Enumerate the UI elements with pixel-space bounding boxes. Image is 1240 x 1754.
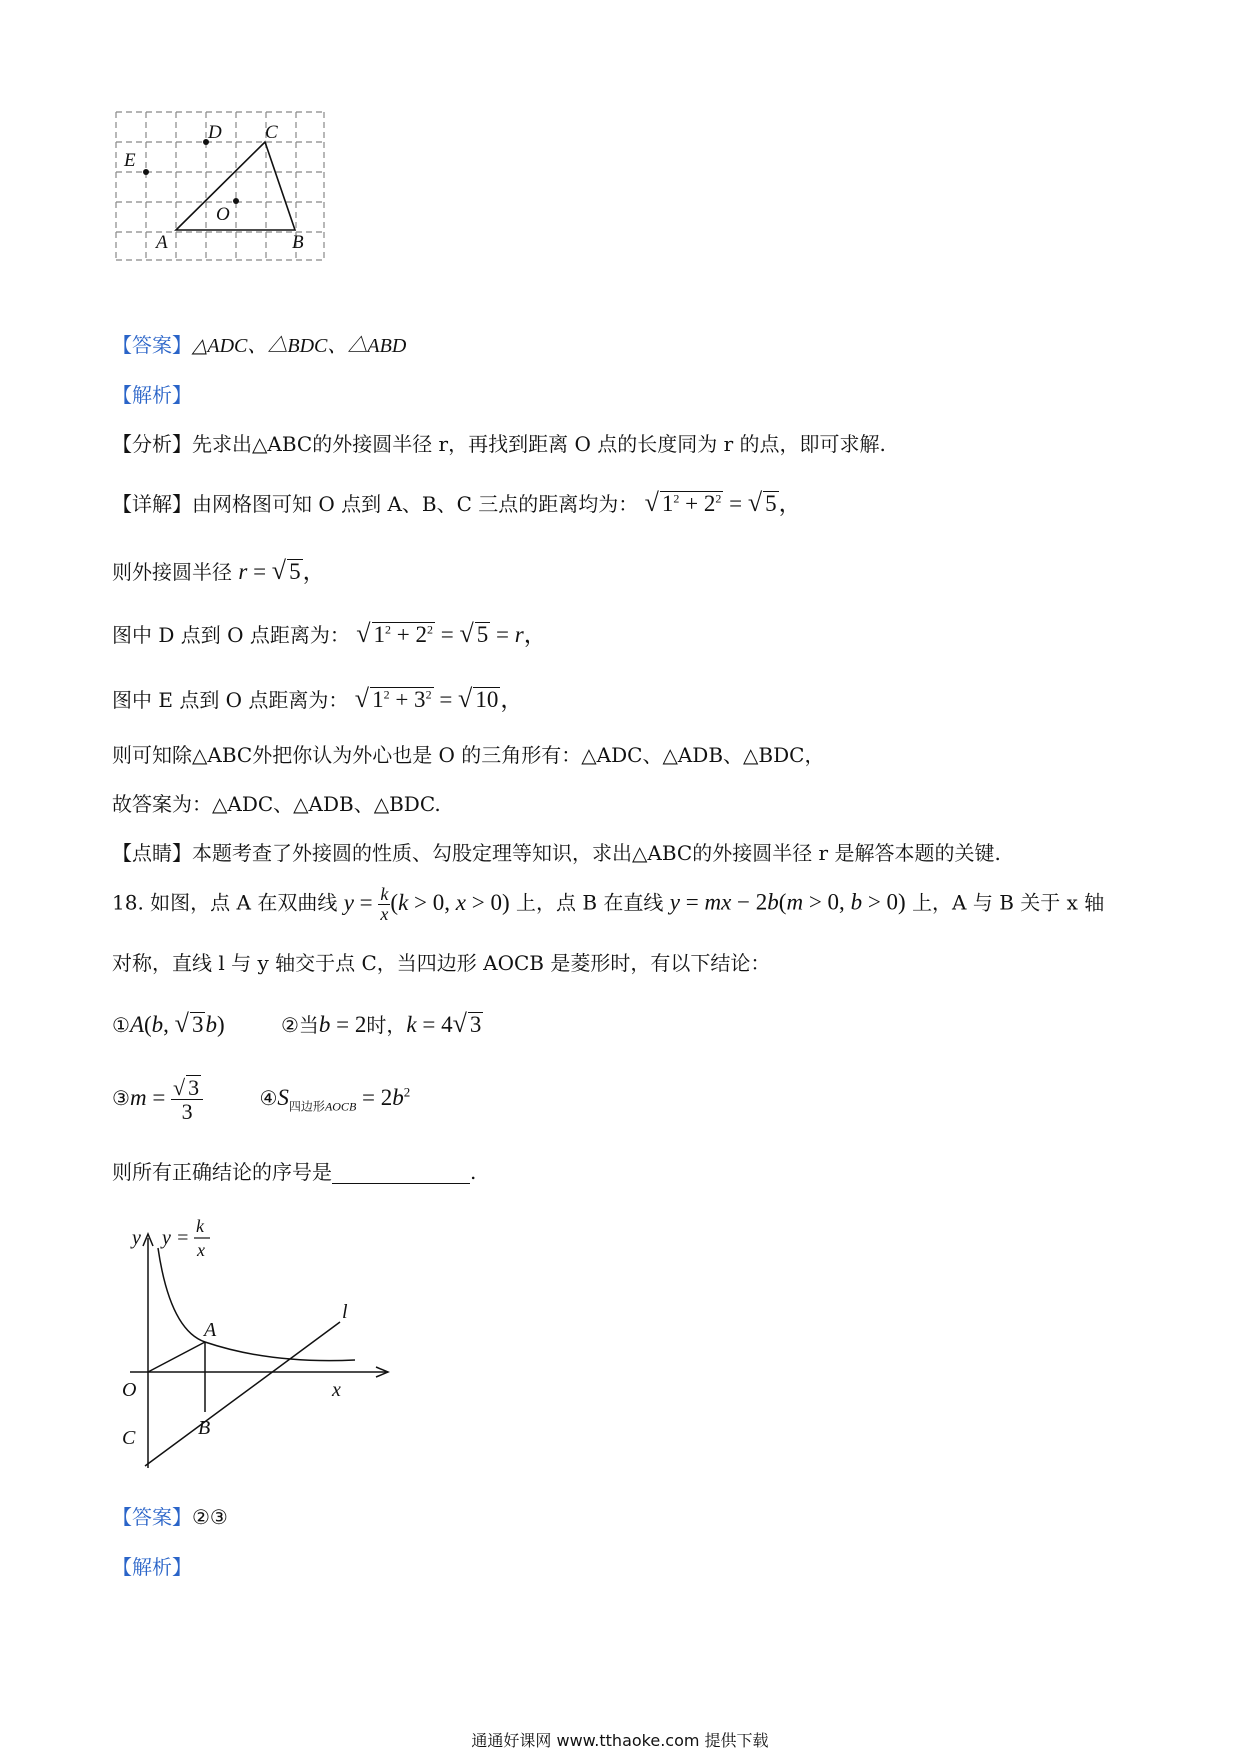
q17-detail-line	[112, 487, 802, 518]
d-distance-formula: √ $1^2 + 2^2$ = √ 5 = r，	[356, 619, 547, 648]
q17-fenxi-line	[112, 432, 886, 456]
q17-answer-text: △ADC、△BDC、△ABD	[192, 335, 407, 357]
dianjing-text: 本题考查了外接圆的性质、勾股定理等知识，求出△ABC的外接圆半径 r 是解答本题的关键.	[192, 841, 1001, 865]
option-3: ③m = $\frac{√ 3}{3}$	[112, 1086, 203, 1110]
grid-triangle-figure	[110, 100, 350, 280]
label-d: D	[208, 122, 222, 143]
hyperbola-figure	[120, 1218, 420, 1478]
q18-question-text: 则所有正确结论的序号是	[112, 1160, 332, 1184]
q18-stem-line2	[112, 951, 770, 975]
q18-options-line2	[112, 1075, 410, 1123]
radius-formula: r = √ 5，	[238, 556, 326, 585]
fenxi-text: 先求出△ABC的外接圆半径 r，再找到距离 O 点的长度同为 r 的点，即可求解.	[192, 432, 886, 456]
line-l	[145, 1322, 340, 1466]
q18-question-line: 则所有正确结论的序号是 .	[112, 1160, 477, 1184]
q18-stem-b: 上，点 B 在直线	[515, 890, 664, 915]
label-a: A	[156, 232, 168, 253]
hyperbola-formula: y = $\frac{k}{x}$ (k > 0, x > 0)	[343, 884, 510, 924]
detail-intro: 由网格图可知 O 点到 A、B、C 三点的距离均为：	[192, 492, 639, 516]
option-1: ①A(b, √ 3b)	[112, 1009, 225, 1038]
q18-analysis-line	[112, 1555, 192, 1579]
hyperbola-curve	[158, 1248, 355, 1361]
label-e: E	[124, 150, 136, 171]
q17-answer-line	[112, 333, 406, 358]
label-x-axis: x	[332, 1379, 341, 1401]
q18-stem-line2-text: 对称，直线 l 与 y 轴交于点 C，当四边形 AOCB 是菱形时，有以下结论：	[112, 951, 771, 975]
q18-stem-c: 上，A 与 B 关于 x 轴	[912, 890, 1105, 915]
q17-analysis-line	[112, 383, 192, 407]
label-o: O	[216, 204, 230, 225]
analysis-tag: 【解析】	[112, 383, 192, 407]
segment-oa	[148, 1342, 205, 1372]
e-distance-formula: √ $1^2 + 3^2$ = √ 10，	[354, 684, 524, 713]
q18-analysis-tag: 【解析】	[112, 1555, 192, 1579]
dianjing-tag: 【点睛】	[112, 841, 192, 865]
label-c: C	[265, 122, 278, 143]
q17-radius-line	[112, 555, 326, 586]
point-e	[143, 169, 149, 175]
e-distance-text: 图中 E 点到 O 点距离为：	[112, 688, 349, 712]
label-point-b: B	[198, 1417, 211, 1439]
conclusion-text: 则可知除△ABC外把你认为外心也是 O 的三角形有：△ADC、△ADB、△BDC，	[112, 743, 825, 767]
q17-e-line	[112, 683, 523, 714]
label-line-l: l	[342, 1301, 348, 1323]
d-distance-text: 图中 D 点到 O 点距离为：	[112, 623, 350, 647]
q18-answer-text: ②③	[192, 1505, 228, 1529]
label-b: B	[292, 232, 304, 253]
detail-tag: 【详解】	[112, 492, 192, 516]
label-curve-x: x	[197, 1240, 205, 1260]
label-point-a: A	[204, 1319, 217, 1341]
option-4: $④S_{四边形AOCB} = 2b^2$	[259, 1083, 411, 1114]
q18-stem-a: 18. 如图，点 A 在双曲线	[112, 890, 338, 915]
label-curve-k: k	[196, 1218, 204, 1236]
label-point-c: C	[122, 1427, 136, 1449]
q17-dianjing-line	[112, 841, 1001, 865]
q18-options-line1	[112, 1008, 483, 1039]
q18-answer-tag: 【答案】	[112, 1505, 192, 1529]
q17-d-line	[112, 618, 547, 649]
label-origin-o: O	[122, 1379, 137, 1401]
q17-final-line	[112, 792, 441, 816]
final-text: 故答案为：△ADC、△ADB、△BDC.	[112, 792, 441, 816]
fenxi-tag: 【分析】	[112, 432, 192, 456]
point-o	[233, 198, 239, 204]
radius-text: 则外接圆半径	[112, 560, 232, 584]
distance-formula: √ $1^2 + 2^2$ = √ 5，	[644, 488, 802, 517]
line-formula: y = mx − 2b(m > 0, b > 0)	[669, 889, 906, 915]
label-curve-y: y =	[162, 1227, 190, 1249]
q18-answer-line	[112, 1505, 228, 1529]
answer-tag: 【答案】	[112, 333, 192, 357]
label-y-axis: y	[132, 1227, 141, 1249]
q18-stem-line1	[112, 885, 1104, 924]
option-2: ②当b = 2时，k = 4√ 3	[280, 1009, 482, 1038]
answer-blank	[332, 1163, 470, 1184]
page-footer: 通通好课网 www.tthaoke.com 提供下载	[471, 1731, 769, 1750]
q17-conclusion-line	[112, 743, 824, 767]
